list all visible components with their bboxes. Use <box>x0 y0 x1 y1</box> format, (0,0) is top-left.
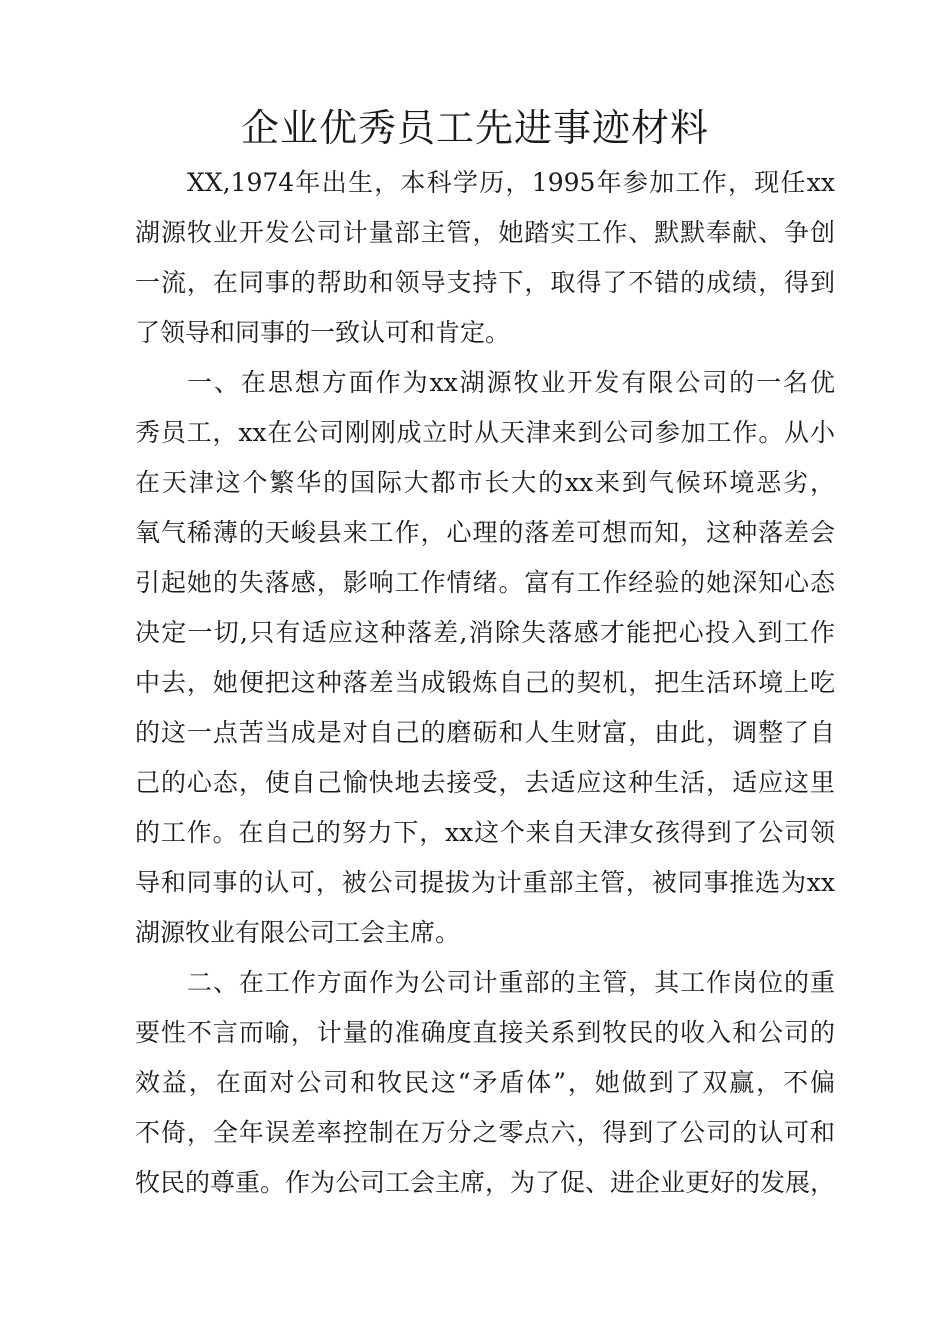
paragraph-line: 牧民的尊重。作为公司工会主席，为了促、进企业更好的发展， <box>135 1168 836 1197</box>
document-title: 企业优秀员工先进事迹材料 <box>240 106 709 150</box>
document-body <box>135 158 835 1208</box>
paragraph-3 <box>135 958 835 1208</box>
paragraph-line: 二、在工作方面作为公司计重部的主管，其工作岗位的重 <box>187 968 835 997</box>
paragraph-line: 效益，在面对公司和牧民这“矛盾体”，她做到了双赢，不偏 <box>135 1068 835 1097</box>
paragraph-line: 己的心态，使自己愉快地去接受，去适应这种生活，适应这里 <box>135 768 835 797</box>
paragraph-line: 的工作。在自己的努力下，xx这个来自天津女孩得到了公司领 <box>135 818 835 847</box>
paragraph-line: 中去，她便把这种落差当成锻炼自己的契机，把生活环境上吃 <box>135 668 835 697</box>
paragraph-line: 秀员工，xx在公司刚刚成立时从天津来到公司参加工作。从小 <box>135 418 835 447</box>
paragraph-line: 湖源牧业开发公司计量部主管，她踏实工作、默默奉献、争创 <box>135 218 835 247</box>
paragraph-2 <box>135 358 835 958</box>
paragraph-1 <box>135 158 835 358</box>
paragraph-line: 要性不言而喻，计量的准确度直接关系到牧民的收入和公司的 <box>135 1018 835 1047</box>
paragraph-line: 一、在思想方面作为xx湖源牧业开发有限公司的一名优 <box>187 368 835 397</box>
paragraph-line: 了领导和同事的一致认可和肯定。 <box>135 318 511 347</box>
paragraph-line: 的这一点苦当成是对自己的磨砺和人生财富，由此，调整了自 <box>135 718 835 747</box>
paragraph-line: 引起她的失落感，影响工作情绪。富有工作经验的她深知心态 <box>135 568 835 597</box>
paragraph-line: XX,1974年出生，本科学历，1995年参加工作，现任xx <box>187 168 835 197</box>
paragraph-line: 导和同事的认可，被公司提拔为计重部主管，被同事推选为xx <box>135 868 835 897</box>
paragraph-line: 不倚，全年误差率控制在万分之零点六，得到了公司的认可和 <box>135 1118 835 1147</box>
paragraph-line: 一流，在同事的帮助和领导支持下，取得了不错的成绩，得到 <box>135 268 835 297</box>
paragraph-line: 在天津这个繁华的国际大都市长大的xx来到气候环境恶劣， <box>135 468 835 497</box>
paragraph-line: 氧气稀薄的天峻县来工作，心理的落差可想而知，这种落差会 <box>135 518 835 547</box>
paragraph-line: 决定一切,只有适应这种落差,消除失落感才能把心投入到工作 <box>135 618 835 647</box>
paragraph-line: 湖源牧业有限公司工会主席。 <box>135 918 461 947</box>
